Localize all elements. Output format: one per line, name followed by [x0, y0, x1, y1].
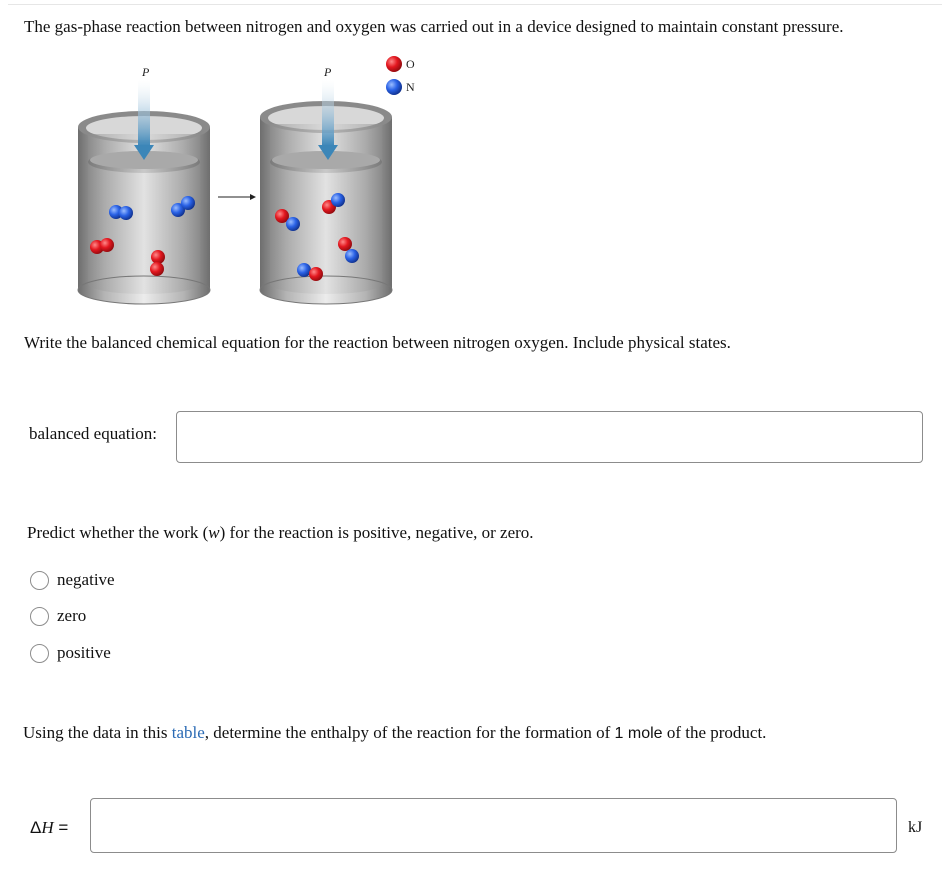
quantity-mole: 1 mole — [614, 725, 663, 742]
delta-h-label: ΔH = — [30, 818, 69, 837]
svg-text:O: O — [406, 57, 415, 71]
option-label: zero — [57, 606, 87, 625]
intro-text: The gas-phase reaction between nitrogen and oxygen was carried out in a device designed to maintain constant pressure. — [24, 17, 844, 36]
reaction-arrow — [218, 194, 256, 200]
oxygen-atom-icon — [386, 56, 402, 72]
pressure-label-left: P — [142, 65, 150, 79]
part2-prompt: Predict whether the work (w) for the reaction is positive, negative, or zero. — [27, 523, 534, 542]
option-label: positive — [57, 643, 111, 662]
option-positive[interactable] — [30, 642, 111, 664]
reaction-figure — [60, 52, 440, 314]
balanced-equation-input[interactable] — [176, 411, 923, 463]
top-divider — [8, 4, 942, 5]
part1-prompt: Write the balanced chemical equation for the reaction between nitrogen oxygen. Include physical states. — [24, 333, 731, 352]
radio-negative[interactable] — [30, 571, 49, 590]
radio-positive[interactable] — [30, 644, 49, 663]
molecule-n2 — [109, 205, 133, 220]
option-negative[interactable] — [30, 569, 115, 591]
balanced-equation-label: balanced equation: — [29, 424, 157, 443]
pressure-label-right: P — [324, 65, 332, 79]
delta-h-input[interactable] — [90, 798, 897, 853]
cylinder-final — [260, 80, 392, 304]
nitrogen-atom-icon — [386, 79, 402, 95]
cylinder-initial — [78, 80, 210, 304]
legend-nitrogen — [386, 79, 415, 95]
svg-text:N: N — [406, 80, 415, 94]
option-label: negative — [57, 570, 115, 589]
part3-prompt: Using the data in this table, determine the enthalpy of the reaction for the formation of 1 mole of the product. — [23, 723, 767, 742]
legend-oxygen — [386, 56, 415, 72]
work-symbol: w — [208, 523, 220, 542]
unit-label: kJ — [908, 819, 923, 836]
option-zero[interactable] — [30, 605, 86, 627]
radio-zero[interactable] — [30, 607, 49, 626]
table-link[interactable]: table — [171, 723, 205, 742]
